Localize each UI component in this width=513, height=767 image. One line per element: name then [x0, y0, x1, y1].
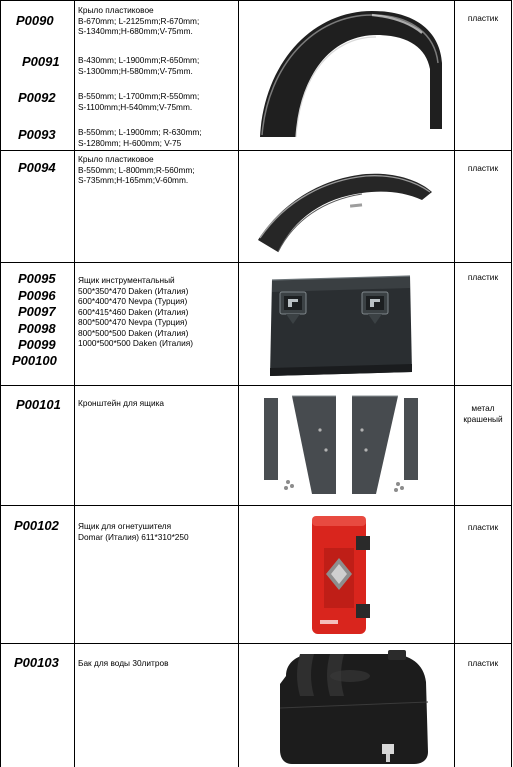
- product-code: P00103: [14, 655, 59, 670]
- description-line: Ящик для огнетушителя: [78, 521, 172, 531]
- material-line: метал: [471, 403, 495, 413]
- product-code: P00100: [12, 353, 57, 368]
- material-label: пластик: [467, 13, 499, 23]
- product-code: P0091: [22, 54, 60, 69]
- product-description: [78, 55, 199, 76]
- product-description: [78, 91, 199, 112]
- description-line: 500*350*470 Daken (Италия): [78, 285, 189, 296]
- description-line: Крыло пластиковое: [78, 154, 154, 164]
- material-label: пластик: [467, 658, 499, 668]
- description-line: B-550mm; L-1700mm;R-550mm;: [78, 91, 200, 101]
- water-tank-image: [270, 648, 438, 766]
- product-code: P00102: [14, 518, 59, 533]
- product-description: [78, 398, 164, 409]
- row-divider: [0, 643, 511, 644]
- description-line: 800*500*470 Nevpa (Турция): [78, 317, 188, 327]
- product-code: P0096: [18, 288, 56, 303]
- material-label: пластик: [467, 272, 499, 282]
- description-line: S-1300mm;H-580mm;V-75mm.: [78, 65, 193, 76]
- description-line: S-1280mm; H-600mm; V-75: [78, 137, 182, 148]
- description-line: Крыло пластиковое: [78, 5, 154, 15]
- product-code: P0097: [18, 304, 56, 319]
- row-divider: [0, 385, 511, 386]
- product-code: P0094: [18, 160, 56, 175]
- product-code: P0092: [18, 90, 56, 105]
- product-description: [78, 521, 189, 542]
- column-divider: [0, 0, 1, 767]
- row-divider: [0, 505, 511, 506]
- row-divider: [0, 0, 511, 1]
- product-code: P0098: [18, 321, 56, 336]
- product-description: [78, 154, 195, 186]
- material-label: пластик: [467, 163, 499, 173]
- description-line: 1000*500*500 Daken (Италия): [78, 338, 193, 348]
- product-code: P0099: [18, 337, 56, 352]
- description-line: B-550mm; L-800mm;R-560mm;: [78, 164, 195, 175]
- description-line: Кронштейн для ящика: [78, 398, 165, 408]
- description-line: 800*500*500 Daken (Италия): [78, 327, 189, 338]
- extinguisher-box-image: [306, 510, 378, 638]
- material-label: [455, 403, 511, 425]
- product-code: P00101: [16, 397, 61, 412]
- description-line: Ящик инструментальный: [78, 275, 175, 285]
- product-code: P0090: [16, 13, 54, 28]
- description-line: B-670mm; L-2125mm;R-670mm;: [78, 15, 200, 26]
- product-description: [78, 275, 193, 349]
- description-line: B-430mm; L-1900mm;R-650mm;: [78, 55, 200, 65]
- description-line: Бак для воды 30литров: [78, 658, 169, 668]
- description-line: 600*415*460 Daken (Италия): [78, 306, 189, 317]
- column-divider: [454, 0, 455, 767]
- description-line: B-550mm; L-1900mm; R-630mm;: [78, 127, 202, 137]
- product-code: P0093: [18, 127, 56, 142]
- row-divider: [0, 150, 511, 151]
- description-line: 600*400*470 Nevpa (Турция): [78, 296, 188, 306]
- tool-box-image: [262, 268, 420, 380]
- box-brackets-image: [258, 390, 430, 502]
- column-divider: [238, 0, 239, 767]
- mudguard-large-image: [252, 3, 446, 143]
- row-divider: [0, 262, 511, 263]
- material-label: пластик: [467, 522, 499, 532]
- material-line: крашеный: [463, 414, 503, 424]
- product-code: P0095: [18, 271, 56, 286]
- mudguard-small-image: [254, 160, 438, 256]
- product-description: [78, 658, 168, 669]
- description-line: Domar (Италия) 611*310*250: [78, 531, 189, 542]
- column-divider: [74, 0, 75, 767]
- description-line: S-1100mm;H-540mm;V-75mm.: [78, 101, 193, 112]
- product-description: [78, 127, 202, 148]
- description-line: S-1340mm;H-680mm;V-75mm.: [78, 26, 193, 36]
- description-line: S-735mm;H-165mm;V-60mm.: [78, 175, 189, 185]
- column-divider: [511, 0, 512, 767]
- product-description: [78, 5, 199, 37]
